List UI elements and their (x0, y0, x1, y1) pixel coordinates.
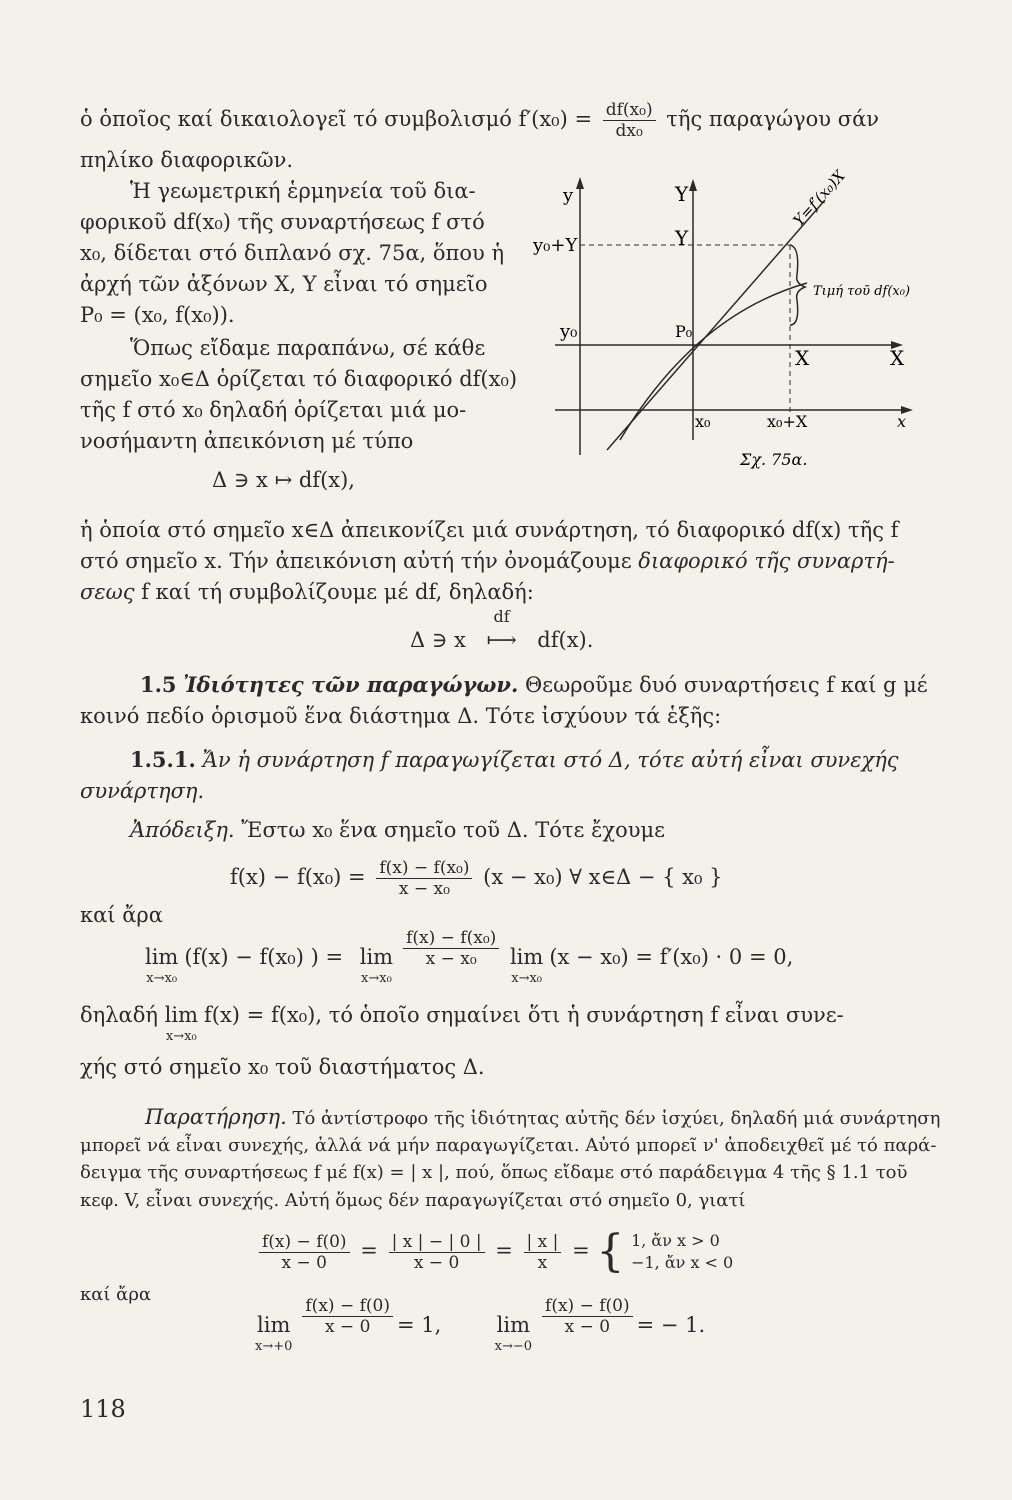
eq1-fraction (376, 858, 472, 899)
figure-caption: Σχ. 75α. (740, 450, 808, 469)
Y-arrow-icon (689, 179, 697, 191)
lim-word: lim (164, 1003, 198, 1027)
para3-line: ἡ ὁποία στό σημεῖο x∈Δ ἀπεικονίζει μιά συνάρτηση, τό διαφορικό df(x) τῆς f (80, 518, 899, 542)
fraction-numerator: f(x) − f(0) (542, 1296, 633, 1317)
para1-line: P₀ = (x₀, f(x₀)). (80, 303, 235, 327)
lim-block (360, 942, 393, 986)
label-tangent: Y=f′(x₀)X (789, 166, 849, 230)
fraction-denominator: x (537, 1252, 548, 1273)
label-P0: P₀ (675, 322, 693, 341)
remark-label: Παρατήρηση. (145, 1105, 287, 1129)
theorem-line: συνάρτηση. (80, 779, 205, 803)
remark-line (145, 1102, 940, 1134)
theorem-1-5-1 (130, 745, 899, 775)
top-line-tail: τῆς παραγώγου σάν (666, 107, 880, 131)
fraction-numerator: f(x) − f(0) (302, 1296, 393, 1317)
fraction-numerator: | x | − | 0 | (389, 1232, 485, 1253)
label-x0-plus-X: x₀+X (767, 412, 808, 431)
proof-conclusion (80, 1000, 844, 1044)
lim-word: lim (509, 945, 544, 969)
section-1-5-heading (140, 670, 928, 700)
para3-line (80, 577, 534, 607)
fraction-numerator: | x | (524, 1232, 562, 1253)
df-map (410, 607, 594, 655)
para3-italic: διαφορικό τῆς συναρτή- (638, 549, 895, 573)
kai-ara: καί ἄρα (80, 903, 163, 927)
fraction-denominator: x − 0 (324, 1317, 371, 1337)
lim-sub: x→x₀ (361, 971, 392, 986)
para1-line: ἀρχή τῶν ἀξόνων X, Y εἶναι τό σημεῖο (80, 272, 488, 296)
eq2-part-b: (x − x₀) = f′(x₀) · 0 = 0, (549, 945, 794, 969)
proof-equation-1 (230, 858, 722, 899)
lim-block (165, 1000, 198, 1044)
remark-line: μπορεῖ νά εἶναι συνεχής, ἀλλά νά μήν παραγωγίζεται. Αὐτό μπορεῖ ν' ἀποδειχθεῖ μέ τό παρά- (80, 1135, 937, 1156)
remark-line: κεφ. V, εἶναι συνεχής. Αὐτή ὅμως δέν παραγωγίζεται στό σημεῖο 0, γιατί (80, 1190, 746, 1211)
lim-sub: x→x₀ (146, 971, 178, 986)
lim-sub: x→+0 (255, 1339, 293, 1354)
section-1-5-line: κοινό πεδίο ὁρισμοῦ ἕνα διάστημα Δ. Τότε ἰσχύουν τά ἑξῆς: (80, 704, 722, 728)
label-y0-plus-Y: y₀+Y (533, 235, 578, 256)
eq1-left: f(x) − f(x₀) = (230, 865, 366, 889)
eq2-fraction (403, 928, 499, 969)
para1-line: x₀, δίδεται στό διπλανό σχ. 75α, ὅπου ἡ (80, 241, 505, 265)
fraction-denominator: dx₀ (615, 121, 643, 141)
remark-equation (255, 1226, 734, 1277)
case-positive: 1, ἄν x > 0 (631, 1231, 720, 1250)
remark-limits (255, 1296, 706, 1354)
label-y0: y₀ (560, 321, 578, 342)
section-number: 1.5 (140, 672, 177, 697)
lim-minus-fraction (542, 1296, 633, 1337)
case-negative: −1, ἄν x < 0 (631, 1253, 734, 1272)
proof-text: Ἔστω x₀ ἕνα σημεῖο τοῦ Δ. Τότε ἔχουμε (241, 818, 666, 842)
fraction-denominator: x − 0 (413, 1252, 460, 1273)
proof-intro (130, 815, 665, 845)
lim-block (145, 942, 178, 986)
label-value-df: Τιμή τοῦ df(x₀) (813, 284, 911, 299)
para3-text: f καί τή συμβολίζουμε μέ df, δηλαδή: (141, 580, 534, 604)
para2-line: νοσήμαντη ἀπεικόνιση μέ τύπο (80, 429, 414, 453)
para2-line: Ὅπως εἴδαμε παραπάνω, σέ κάθε (130, 336, 486, 360)
lim-sub: x→−0 (494, 1339, 533, 1354)
fraction-denominator: x − x₀ (398, 879, 450, 899)
df-arrow (473, 607, 531, 655)
top-line-text: ὁ ὁποῖος καί δικαιολογεῖ τό συμβολισμό f′(x₀) = (80, 107, 593, 131)
section-text: Θεωροῦμε δυό συναρτήσεις f καί g μέ (524, 673, 928, 697)
long-arrow-icon: ⟼ (486, 628, 517, 652)
figure-75a (533, 165, 945, 475)
df-map-left: Δ ∋ x (410, 628, 466, 652)
lim-word: lim (496, 1313, 531, 1337)
proof-conclusion-line: χής στό σημεῖο x₀ τοῦ διαστήματος Δ. (80, 1055, 485, 1079)
equals-sign: = (360, 1238, 378, 1263)
para3-line (80, 546, 895, 576)
left-brace-icon: { (596, 1226, 625, 1277)
fraction-numerator: f(x) − f(x₀) (376, 858, 472, 879)
label-X-right: X (890, 346, 905, 370)
derivative-fraction (603, 100, 656, 141)
lim-plus-fraction (302, 1296, 393, 1337)
fraction-numerator: f(x) − f(x₀) (403, 928, 499, 949)
para1-line: πηλίκο διαφορικῶν. (80, 148, 294, 172)
page-number: 118 (80, 1395, 126, 1423)
conclusion-word: δηλαδή (80, 1003, 158, 1027)
fraction-denominator: x − 0 (281, 1252, 328, 1273)
lim-block (255, 1310, 292, 1354)
lim-word: lim (145, 945, 179, 969)
label-Y-small: Y (675, 226, 689, 250)
y-arrow-icon (576, 177, 584, 189)
fraction-numerator: f(x) − f(0) (259, 1232, 350, 1253)
theorem-statement: Ἄν ἡ συνάρτηση f παραγωγίζεται στό Δ, τότε αὐτή εἶναι συνεχής (202, 748, 899, 772)
para3-text: στό σημεῖο x. Τήν ἀπεικόνιση αὐτή τήν ὀνομάζουμε (80, 549, 632, 573)
conclusion-text: f(x) = f(x₀), τό ὁποῖο σημαίνει ὅτι ἡ συνάρτηση f εἶναι συνε- (204, 1003, 844, 1027)
para3-italic: σεως (80, 580, 135, 604)
df-arrow-label: df (493, 607, 510, 626)
para2-line: σημεῖο x₀∈Δ ὁρίζεται τό διαφορικό df(x₀) (80, 367, 518, 391)
remark-fraction-2 (389, 1232, 485, 1273)
map-formula: Δ ∋ x ↦ df(x), (212, 468, 355, 492)
label-x: x (897, 412, 907, 431)
equals-sign: = (572, 1238, 590, 1263)
label-x0: x₀ (695, 412, 711, 431)
df-map-right: df(x). (537, 628, 594, 652)
para1-line: φορικοῦ df(x₀) τῆς συναρτήσεως f στό (80, 210, 485, 234)
eq2-part-a: (f(x) − f(x₀) ) = (184, 945, 344, 969)
top-line (80, 100, 879, 141)
lim-sub: x→x₀ (165, 1029, 197, 1044)
label-X-mid: X (795, 346, 810, 370)
remark-fraction-1 (259, 1232, 350, 1273)
proof-label: Ἀπόδειξη. (130, 818, 235, 842)
fraction-numerator: df(x₀) (603, 100, 656, 121)
lim-sub: x→x₀ (511, 971, 543, 986)
lim-block (495, 1310, 532, 1354)
remark-kai-ara: καί ἄρα (80, 1284, 152, 1305)
eq1-right: (x − x₀) ∀ x∈Δ − { x₀ } (483, 865, 723, 889)
cases-block (631, 1230, 733, 1274)
remark-line: δειγμα τῆς συναρτήσεως f μέ f(x) = | x |, πού, ὅπως εἴδαμε στό παράδειγμα 4 τῆς § 1.1 τοῦ (80, 1162, 908, 1183)
label-y: y (563, 185, 574, 206)
section-title: Ἰδιότητες τῶν παραγώγων. (183, 672, 519, 697)
proof-equation-2 (145, 928, 794, 986)
para2-line: τῆς f στό x₀ δηλαδή ὁρίζεται μιά μο- (80, 398, 467, 422)
remark-text: Τό ἀντίστροφο τῆς ἰδιότητας αὐτῆς δέν ἰσχύει, δηλαδή μιά συνάρτηση (292, 1108, 941, 1129)
lim-minus-value: = − 1. (636, 1313, 706, 1337)
equals-sign: = (495, 1238, 513, 1263)
fraction-denominator: x − 0 (564, 1317, 611, 1337)
remark-fraction-3 (524, 1232, 562, 1273)
para1-line: Ἡ γεωμετρική ἑρμηνεία τοῦ δια- (130, 179, 476, 203)
theorem-number: 1.5.1. (130, 747, 196, 772)
label-Y-big: Y (675, 182, 689, 206)
lim-block (510, 942, 543, 986)
lim-word: lim (359, 945, 394, 969)
lim-plus-value: = 1, (396, 1313, 442, 1337)
lim-word: lim (257, 1313, 291, 1337)
fraction-denominator: x − x₀ (425, 949, 477, 969)
